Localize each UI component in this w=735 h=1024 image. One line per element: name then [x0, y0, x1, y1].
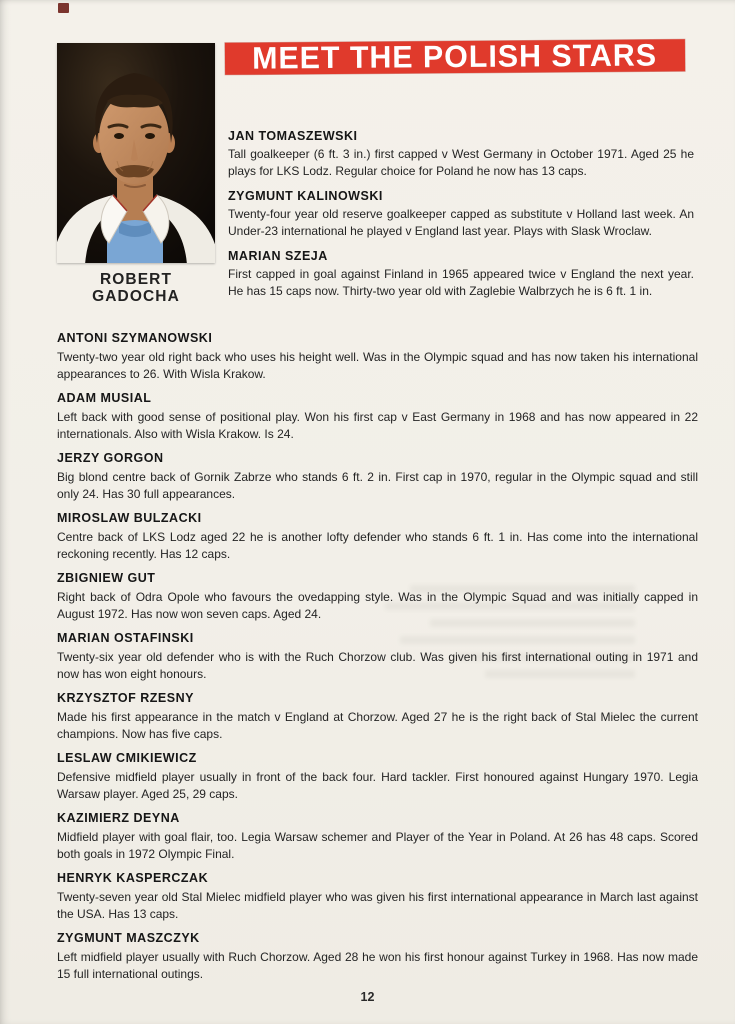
right-column-player-list: [228, 129, 694, 309]
player-entry: [228, 129, 694, 180]
player-description: Left midfield player usually with Ruch Chorzow. Aged 28 he won his first honour against Turkey in 1968. Has now made 15 full international outings.: [57, 950, 698, 981]
player-description: Twenty-six year old defender who is with the Ruch Chorzow club. Was given his first international outing in 1971 and now has won eight honours.: [57, 650, 698, 681]
player-name: KAZIMIERZ DEYNA: [57, 811, 180, 825]
player-description: Right back of Odra Opole who favours the ovedapping style. Was in the Olympic Squad and was initially capped in August 1972. Has now won seven caps. Aged 24.: [57, 590, 698, 621]
player-entry: [57, 391, 698, 443]
player-description: Twenty-four year old reserve goalkeeper capped as substitute v Holland last week. An Under-23 international he played v England last year. Plays with Slask Wroclaw.: [228, 207, 694, 238]
player-entry: [228, 249, 694, 300]
player-description: Big blond centre back of Gornik Zabrze who stands 6 ft. 2 in. First cap in 1970, regular in the Olympic squad and still only 24. Has 30 full appearances.: [57, 470, 698, 501]
player-name: KRZYSZTOF RZESNY: [57, 691, 194, 705]
photo-caption-line2: GADOCHA: [92, 288, 180, 305]
portrait-illustration: [57, 43, 215, 263]
player-name: JAN TOMASZEWSKI: [228, 129, 358, 143]
player-name: LESLAW CMIKIEWICZ: [57, 751, 197, 765]
player-photo: [57, 43, 215, 263]
player-entry: [57, 571, 698, 623]
title-banner: [225, 39, 685, 75]
player-entry: [57, 811, 698, 863]
player-entry: [57, 331, 698, 383]
player-name: ADAM MUSIAL: [57, 391, 152, 405]
player-entry: [57, 451, 698, 503]
player-name: HENRYK KASPERCZAK: [57, 871, 209, 885]
player-name: MIROSLAW BULZACKI: [57, 511, 202, 525]
player-entry: [228, 189, 694, 240]
player-description: Twenty-two year old right back who uses his height well. Was in the Olympic squad and has now taken his international appearances to 26. With Wisla Krakow.: [57, 350, 698, 381]
player-description: Tall goalkeeper (6 ft. 3 in.) first capped v West Germany in October 1971. Aged 25 he plays for LKS Lodz. Regular choice for Poland he now has 13 caps.: [228, 147, 694, 178]
player-name: MARIAN SZEJA: [228, 249, 328, 263]
player-name: ZYGMUNT MASZCZYK: [57, 931, 200, 945]
player-name: ZBIGNIEW GUT: [57, 571, 156, 585]
photo-caption-line1: ROBERT: [99, 271, 173, 288]
player-name: MARIAN OSTAFINSKI: [57, 631, 194, 645]
player-description: Twenty-seven year old Stal Mielec midfield player who was given his first international appearance in March last against the USA. Has 13 caps.: [57, 890, 698, 921]
photo-caption: [40, 271, 232, 305]
player-description: Midfield player with goal flair, too. Legia Warsaw schemer and Player of the Year in Poland. At 26 has 48 caps. Scored both goals in 1972 Olympic Final.: [57, 830, 698, 861]
full-width-player-list: [57, 331, 698, 991]
player-entry: [57, 751, 698, 803]
player-name: ANTONI SZYMANOWSKI: [57, 331, 213, 345]
player-name: JERZY GORGON: [57, 451, 164, 465]
player-description: Centre back of LKS Lodz aged 22 he is another lofty defender who stands 6 ft. 1 in. Has come into the international reckoning recently. Has 12 caps.: [57, 530, 698, 561]
page-number: 12: [360, 990, 375, 1004]
player-description: First capped in goal against Finland in 1965 appeared twice v England the next year. He has 15 caps now. Thirty-two year old with Zaglebie Walbrzych he is 6 ft. 1 in.: [228, 267, 694, 298]
player-entry: [57, 511, 698, 563]
player-entry: [57, 931, 698, 983]
page-title: MEET THE POLISH STARS: [252, 37, 658, 76]
player-description: Left back with good sense of positional play. Won his first cap v East Germany in 1968 and has now appeared in 22 internationals. Also with Wisla Krakow. Is 24.: [57, 410, 698, 441]
player-entry: [57, 631, 698, 683]
player-description: Defensive midfield player usually in front of the back four. Hard tackler. First honoured against Hungary 1970. Legia Warsaw player. Aged 25, 29 caps.: [57, 770, 698, 801]
player-name: ZYGMUNT KALINOWSKI: [228, 189, 383, 203]
player-description: Made his first appearance in the match v England at Chorzow. Aged 27 he is the right back of Stal Mielec the current champions. Now has five caps.: [57, 710, 698, 741]
scan-artifact-speck: [58, 3, 69, 13]
player-entry: [57, 691, 698, 743]
player-entry: [57, 871, 698, 923]
